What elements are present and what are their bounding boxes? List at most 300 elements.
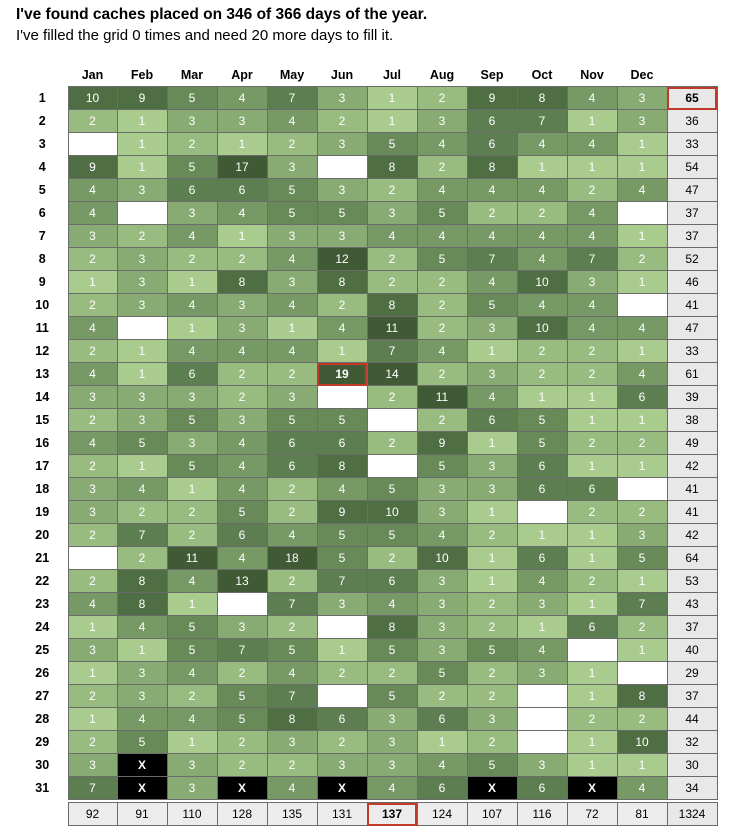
day-cell: 2 <box>367 662 417 685</box>
day-cell: 7 <box>317 570 367 593</box>
day-label: 12 <box>35 344 50 358</box>
row-total: 39 <box>667 386 717 409</box>
day-cell: 4 <box>117 708 167 731</box>
day-cell: 17 <box>217 156 267 179</box>
day-label: 18 <box>35 482 50 496</box>
day-cell: 4 <box>267 248 317 271</box>
column-total: 124 <box>417 803 467 826</box>
day-cell: 4 <box>517 639 567 662</box>
day-cell: 2 <box>68 524 117 547</box>
day-cell <box>617 294 667 317</box>
month-header-row <box>17 64 717 87</box>
day-cell: 3 <box>417 501 467 524</box>
day-cell: 1 <box>117 363 167 386</box>
day-cell: 6 <box>317 708 367 731</box>
day-cell: 1 <box>617 156 667 179</box>
day-cell <box>317 616 367 639</box>
day-label: 20 <box>35 528 50 542</box>
day-cell: X <box>317 777 367 800</box>
day-cell: 4 <box>217 432 267 455</box>
day-cell: 2 <box>517 363 567 386</box>
day-cell: 5 <box>267 639 317 662</box>
day-cell: 5 <box>167 87 217 110</box>
day-cell: 5 <box>167 455 217 478</box>
day-cell: 6 <box>517 455 567 478</box>
day-row <box>17 202 717 225</box>
day-cell: 7 <box>267 87 317 110</box>
row-total: 29 <box>667 662 717 685</box>
day-cell: 1 <box>617 639 667 662</box>
day-cell: 2 <box>567 570 617 593</box>
day-cell: 3 <box>68 225 117 248</box>
day-cell: 2 <box>167 248 217 271</box>
day-cell: 2 <box>417 685 467 708</box>
day-cell: 3 <box>267 731 317 754</box>
day-cell: 3 <box>217 317 267 340</box>
day-cell: 5 <box>367 685 417 708</box>
row-total: 30 <box>667 754 717 777</box>
day-cell: 6 <box>317 432 367 455</box>
day-cell: 2 <box>68 340 117 363</box>
day-label: 19 <box>35 505 50 519</box>
day-row <box>17 248 717 271</box>
day-cell: 8 <box>517 87 567 110</box>
day-cell: 4 <box>217 478 267 501</box>
day-cell: 1 <box>367 87 417 110</box>
day-cell: 2 <box>167 501 217 524</box>
day-cell: 3 <box>117 662 167 685</box>
day-cell: 1 <box>117 110 167 133</box>
row-total: 43 <box>667 593 717 616</box>
day-cell: 5 <box>317 547 367 570</box>
day-cell: 3 <box>517 662 567 685</box>
day-label: 11 <box>35 321 49 335</box>
month-header-oct: Oct <box>531 68 553 82</box>
calendar-grid <box>17 64 718 826</box>
day-cell: 5 <box>217 708 267 731</box>
day-cell: 2 <box>467 202 517 225</box>
day-cell: 3 <box>517 593 567 616</box>
total-header <box>667 64 717 87</box>
day-cell: 6 <box>517 547 567 570</box>
month-header-jul: Jul <box>382 68 402 82</box>
day-cell <box>217 593 267 616</box>
day-cell: 3 <box>167 110 217 133</box>
day-cell: 2 <box>567 432 617 455</box>
day-cell: 2 <box>68 248 117 271</box>
day-cell: 1 <box>567 156 617 179</box>
day-cell: 2 <box>417 271 467 294</box>
day-label: 21 <box>35 551 50 565</box>
day-cell: 1 <box>617 570 667 593</box>
day-cell: 4 <box>467 179 517 202</box>
day-cell: 3 <box>68 754 117 777</box>
day-cell: 4 <box>517 133 567 156</box>
day-cell: 2 <box>517 340 567 363</box>
grid-body <box>17 87 717 826</box>
day-cell: 4 <box>167 225 217 248</box>
day-label: 16 <box>35 436 50 450</box>
day-cell: 3 <box>567 271 617 294</box>
day-cell: 1 <box>167 271 217 294</box>
day-cell: 2 <box>367 271 417 294</box>
row-total: 34 <box>667 777 717 800</box>
day-cell <box>517 708 567 731</box>
day-cell: 5 <box>517 432 567 455</box>
day-row <box>17 524 717 547</box>
day-cell: 2 <box>267 363 317 386</box>
day-cell: 4 <box>117 478 167 501</box>
day-cell: 5 <box>517 409 567 432</box>
day-cell: 2 <box>367 248 417 271</box>
day-cell: 10 <box>617 731 667 754</box>
day-cell: 4 <box>217 87 267 110</box>
column-total: 81 <box>617 803 667 826</box>
day-cell: 2 <box>617 432 667 455</box>
day-cell: 8 <box>267 708 317 731</box>
day-label: 4 <box>38 160 46 174</box>
day-cell: 3 <box>467 708 517 731</box>
day-cell: 1 <box>517 616 567 639</box>
day-row <box>17 708 717 731</box>
day-cell: 10 <box>517 271 567 294</box>
row-total: 40 <box>667 639 717 662</box>
day-cell: 2 <box>167 685 217 708</box>
day-cell: 5 <box>117 432 167 455</box>
day-cell: 4 <box>217 340 267 363</box>
day-cell: 10 <box>68 87 117 110</box>
day-row <box>17 754 717 777</box>
day-cell: 1 <box>367 110 417 133</box>
day-cell: 12 <box>317 248 367 271</box>
day-cell <box>117 317 167 340</box>
day-label: 7 <box>38 229 46 243</box>
row-total: 46 <box>667 271 717 294</box>
day-cell: X <box>117 777 167 800</box>
day-cell: 4 <box>68 363 117 386</box>
day-cell: 2 <box>417 409 467 432</box>
day-cell: 1 <box>117 156 167 179</box>
row-total: 33 <box>667 133 717 156</box>
day-cell: 5 <box>467 639 517 662</box>
day-cell: 1 <box>617 225 667 248</box>
day-cell: 2 <box>68 570 117 593</box>
day-cell: 5 <box>367 524 417 547</box>
day-cell: 4 <box>567 225 617 248</box>
day-row <box>17 547 717 570</box>
day-cell: 1 <box>567 593 617 616</box>
day-cell: 5 <box>417 248 467 271</box>
day-cell: 4 <box>367 593 417 616</box>
row-total: 49 <box>667 432 717 455</box>
day-cell: 1 <box>167 731 217 754</box>
day-cell: 4 <box>617 777 667 800</box>
day-cell: 19 <box>317 363 367 386</box>
day-cell: 1 <box>467 501 517 524</box>
day-cell: 4 <box>267 110 317 133</box>
column-total: 128 <box>217 803 267 826</box>
day-cell: 3 <box>417 593 467 616</box>
totals-label <box>17 803 68 826</box>
day-cell: 8 <box>117 593 167 616</box>
day-cell: 13 <box>217 570 267 593</box>
day-cell: 2 <box>617 501 667 524</box>
day-cell <box>517 731 567 754</box>
day-cell: 3 <box>117 271 167 294</box>
day-cell: 1 <box>617 455 667 478</box>
day-cell: 4 <box>267 777 317 800</box>
day-cell: 2 <box>68 731 117 754</box>
day-row <box>17 179 717 202</box>
day-cell: 2 <box>367 547 417 570</box>
day-cell: 4 <box>217 547 267 570</box>
day-label: 5 <box>38 183 46 197</box>
day-cell: 4 <box>217 455 267 478</box>
day-cell: 2 <box>467 593 517 616</box>
day-cell: 1 <box>567 455 617 478</box>
day-cell: 4 <box>517 294 567 317</box>
day-cell: 3 <box>367 754 417 777</box>
day-cell: 1 <box>167 478 217 501</box>
day-cell: 5 <box>167 616 217 639</box>
day-cell: 8 <box>117 570 167 593</box>
day-cell: 1 <box>117 133 167 156</box>
day-cell: 7 <box>567 248 617 271</box>
day-cell: 2 <box>617 248 667 271</box>
day-cell: 7 <box>217 639 267 662</box>
day-cell: 8 <box>317 455 367 478</box>
day-cell: 6 <box>167 363 217 386</box>
day-cell: X <box>117 754 167 777</box>
day-cell: 2 <box>267 478 317 501</box>
day-cell: 4 <box>417 754 467 777</box>
day-cell: 3 <box>267 225 317 248</box>
day-cell: 6 <box>467 110 517 133</box>
row-total: 37 <box>667 685 717 708</box>
day-cell: 2 <box>367 179 417 202</box>
day-cell: 2 <box>267 570 317 593</box>
day-cell: 1 <box>217 133 267 156</box>
month-header-aug: Aug <box>429 68 455 82</box>
day-cell: 4 <box>68 432 117 455</box>
day-cell: 2 <box>68 294 117 317</box>
day-cell: 2 <box>617 708 667 731</box>
day-cell: 3 <box>68 386 117 409</box>
corner-cell <box>17 64 68 87</box>
day-cell: 3 <box>417 616 467 639</box>
row-total: 44 <box>667 708 717 731</box>
day-row <box>17 662 717 685</box>
day-cell: 4 <box>517 225 567 248</box>
row-total: 53 <box>667 570 717 593</box>
day-cell: 4 <box>417 179 467 202</box>
day-label: 15 <box>35 413 50 427</box>
month-header-mar: Mar <box>180 68 204 82</box>
day-cell: 2 <box>267 754 317 777</box>
day-cell: 3 <box>317 87 367 110</box>
day-label: 25 <box>35 643 50 657</box>
day-cell: 3 <box>467 317 517 340</box>
day-cell: 3 <box>117 248 167 271</box>
day-cell: 1 <box>517 524 567 547</box>
day-cell: 5 <box>317 409 367 432</box>
column-total: 92 <box>68 803 117 826</box>
day-cell: 9 <box>467 87 517 110</box>
day-cell: 2 <box>367 386 417 409</box>
day-cell: 1 <box>68 662 117 685</box>
day-cell: 4 <box>117 616 167 639</box>
day-cell: 7 <box>117 524 167 547</box>
day-cell: 9 <box>68 156 117 179</box>
day-cell: 4 <box>167 294 217 317</box>
row-total: 41 <box>667 294 717 317</box>
day-label: 13 <box>35 367 50 381</box>
day-cell: 4 <box>68 317 117 340</box>
day-row <box>17 593 717 616</box>
day-cell: 2 <box>467 662 517 685</box>
day-cell: 3 <box>617 524 667 547</box>
month-header-may: May <box>279 68 305 82</box>
day-cell: 6 <box>417 708 467 731</box>
day-row <box>17 570 717 593</box>
day-label: 28 <box>35 712 50 726</box>
day-row <box>17 156 717 179</box>
day-label: 1 <box>38 91 46 105</box>
day-cell: 3 <box>317 179 367 202</box>
day-cell: 3 <box>617 110 667 133</box>
day-cell: 1 <box>117 639 167 662</box>
day-cell: 4 <box>68 179 117 202</box>
day-row <box>17 133 717 156</box>
day-cell: 4 <box>467 271 517 294</box>
day-label: 30 <box>35 758 50 772</box>
day-label: 3 <box>38 137 46 151</box>
day-cell: 5 <box>617 547 667 570</box>
page-subtitle: I've filled the grid 0 times and need 20 more days to fill it. <box>16 27 394 44</box>
row-total: 61 <box>667 363 717 386</box>
day-cell: 3 <box>267 271 317 294</box>
day-cell: 4 <box>417 225 467 248</box>
day-cell: 1 <box>467 432 517 455</box>
column-total: 107 <box>467 803 517 826</box>
day-row <box>17 386 717 409</box>
day-cell: 10 <box>367 501 417 524</box>
month-header-apr: Apr <box>231 68 253 82</box>
day-cell: 7 <box>267 685 317 708</box>
day-label: 8 <box>38 252 46 266</box>
day-cell: 1 <box>517 156 567 179</box>
day-cell: 11 <box>367 317 417 340</box>
day-cell: 2 <box>217 731 267 754</box>
day-cell: 1 <box>117 340 167 363</box>
day-cell: 1 <box>167 317 217 340</box>
day-row <box>17 271 717 294</box>
day-row <box>17 340 717 363</box>
day-cell: 1 <box>68 708 117 731</box>
day-cell: 6 <box>417 777 467 800</box>
row-total: 41 <box>667 478 717 501</box>
day-cell: 3 <box>68 501 117 524</box>
day-cell: 1 <box>567 386 617 409</box>
day-cell: 3 <box>317 593 367 616</box>
day-cell: 4 <box>417 133 467 156</box>
day-cell: 1 <box>68 271 117 294</box>
month-header-nov: Nov <box>580 68 604 82</box>
day-cell: 3 <box>267 386 317 409</box>
day-cell: 8 <box>367 616 417 639</box>
day-cell: 4 <box>467 386 517 409</box>
day-cell: 3 <box>417 110 467 133</box>
day-cell: 2 <box>467 731 517 754</box>
day-cell <box>617 662 667 685</box>
day-cell: 4 <box>167 570 217 593</box>
row-total: 47 <box>667 179 717 202</box>
row-total: 36 <box>667 110 717 133</box>
day-cell: 2 <box>217 386 267 409</box>
row-total: 37 <box>667 225 717 248</box>
day-cell: 1 <box>567 731 617 754</box>
month-header-jan: Jan <box>81 68 104 82</box>
row-total: 37 <box>667 202 717 225</box>
day-cell: 3 <box>117 294 167 317</box>
day-cell: 1 <box>567 547 617 570</box>
day-cell: 8 <box>317 271 367 294</box>
day-cell: 4 <box>317 478 367 501</box>
row-total: 42 <box>667 524 717 547</box>
day-cell: 1 <box>317 340 367 363</box>
day-cell: 4 <box>267 294 317 317</box>
day-cell: 1 <box>217 225 267 248</box>
day-cell <box>117 202 167 225</box>
day-cell: 4 <box>267 524 317 547</box>
day-cell: 8 <box>367 294 417 317</box>
day-cell: 7 <box>617 593 667 616</box>
day-cell: 2 <box>467 524 517 547</box>
day-cell: 5 <box>217 501 267 524</box>
day-cell: 1 <box>68 616 117 639</box>
row-total: 65 <box>667 87 717 110</box>
day-cell: 6 <box>217 179 267 202</box>
column-total: 131 <box>317 803 367 826</box>
day-cell: 3 <box>617 87 667 110</box>
day-cell: 5 <box>417 455 467 478</box>
day-cell: 4 <box>217 202 267 225</box>
day-cell: 3 <box>267 156 317 179</box>
day-cell: 2 <box>217 662 267 685</box>
day-cell: 4 <box>417 340 467 363</box>
day-cell: 1 <box>467 570 517 593</box>
column-totals-row <box>17 803 717 826</box>
day-cell: 11 <box>417 386 467 409</box>
day-cell: X <box>217 777 267 800</box>
day-row <box>17 409 717 432</box>
day-cell: 6 <box>467 133 517 156</box>
day-cell: 3 <box>217 110 267 133</box>
day-cell: 2 <box>217 754 267 777</box>
day-cell: 4 <box>167 662 217 685</box>
row-total: 32 <box>667 731 717 754</box>
day-cell: 6 <box>517 777 567 800</box>
day-cell: 10 <box>417 547 467 570</box>
day-cell: 6 <box>567 478 617 501</box>
page-title: I've found caches placed on 346 of 366 days of the year. <box>16 6 428 23</box>
day-cell: 2 <box>217 248 267 271</box>
day-cell <box>68 547 117 570</box>
day-cell <box>567 639 617 662</box>
day-cell: 8 <box>217 271 267 294</box>
day-cell: 4 <box>517 248 567 271</box>
column-total: 91 <box>117 803 167 826</box>
